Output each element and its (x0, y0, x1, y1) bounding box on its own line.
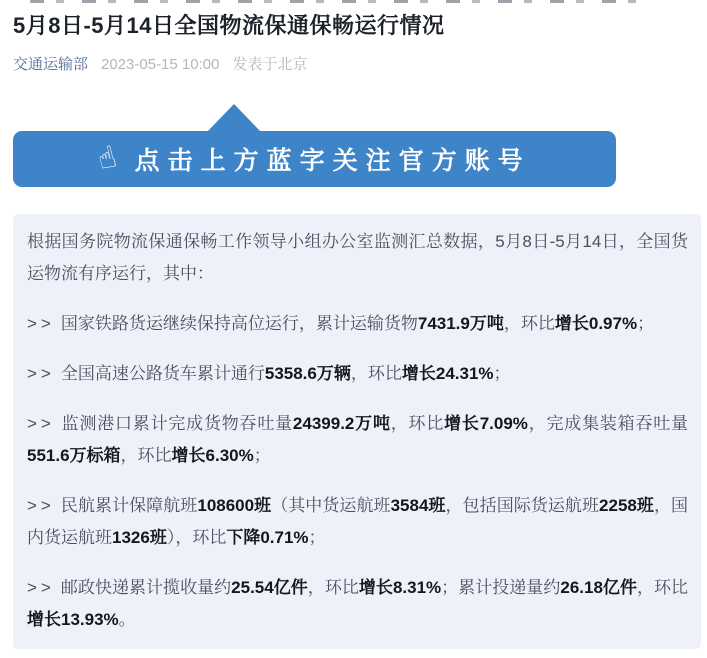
bullet-highway-trucks (27, 358, 688, 390)
bullet-postal-express (27, 572, 688, 636)
bullet-rail-freight (27, 308, 688, 340)
cropped-text-artifact (30, 0, 647, 3)
publish-time: 2023-05-15 10:00 (101, 56, 220, 73)
banner-text: 点击上方蓝字关注官方账号 (134, 147, 531, 175)
bullet-text: 全国高速公路货车累计通行5358.6万辆，环比增长24.31%； (60, 364, 511, 383)
article-title: 5月8日-5月14日全国物流保通保畅运行情况 (13, 13, 445, 38)
banner-pointer-triangle (207, 104, 261, 132)
article-body (13, 214, 701, 649)
bullet-prefix: >> (27, 414, 55, 433)
byline (13, 55, 694, 75)
intro-paragraph (27, 226, 688, 290)
banner-body[interactable] (13, 131, 616, 187)
publish-location: 发表于北京 (232, 56, 308, 73)
bullet-prefix: >> (27, 578, 55, 597)
hand-pointer-icon: ☝ (94, 139, 121, 178)
bullet-prefix: >> (27, 364, 55, 383)
bullet-aviation (27, 490, 688, 554)
account-name-link[interactable]: 交通运输部 (13, 56, 89, 73)
bullet-prefix: >> (27, 496, 55, 515)
bullet-ports (27, 408, 688, 472)
follow-banner[interactable] (13, 131, 616, 187)
bullet-text: 民航累计保障航班108600班（其中货运航班3584班，包括国际货运航班2258班，国内货运航班1326班），环比下降0.71%； (27, 496, 689, 547)
bullet-text: 国家铁路货运继续保持高位运行，累计运输货物7431.9万吨，环比增长0.97%； (60, 314, 655, 333)
bullet-prefix: >> (27, 314, 55, 333)
bullet-text: 监测港口累计完成货物吞吐量24399.2万吨，环比增长7.09%，完成集装箱吞吐量551.6万标箱，环比增长6.30%； (27, 414, 689, 465)
bullet-text: 邮政快递累计揽收量约25.54亿件，环比增长8.31%；累计投递量约26.18亿件，环比增长13.93%。 (27, 578, 689, 629)
intro-text: 根据国务院物流保通保畅工作领导小组办公室监测汇总数据，5月8日-5月14日，全国货运物流有序运行，其中： (27, 232, 688, 283)
